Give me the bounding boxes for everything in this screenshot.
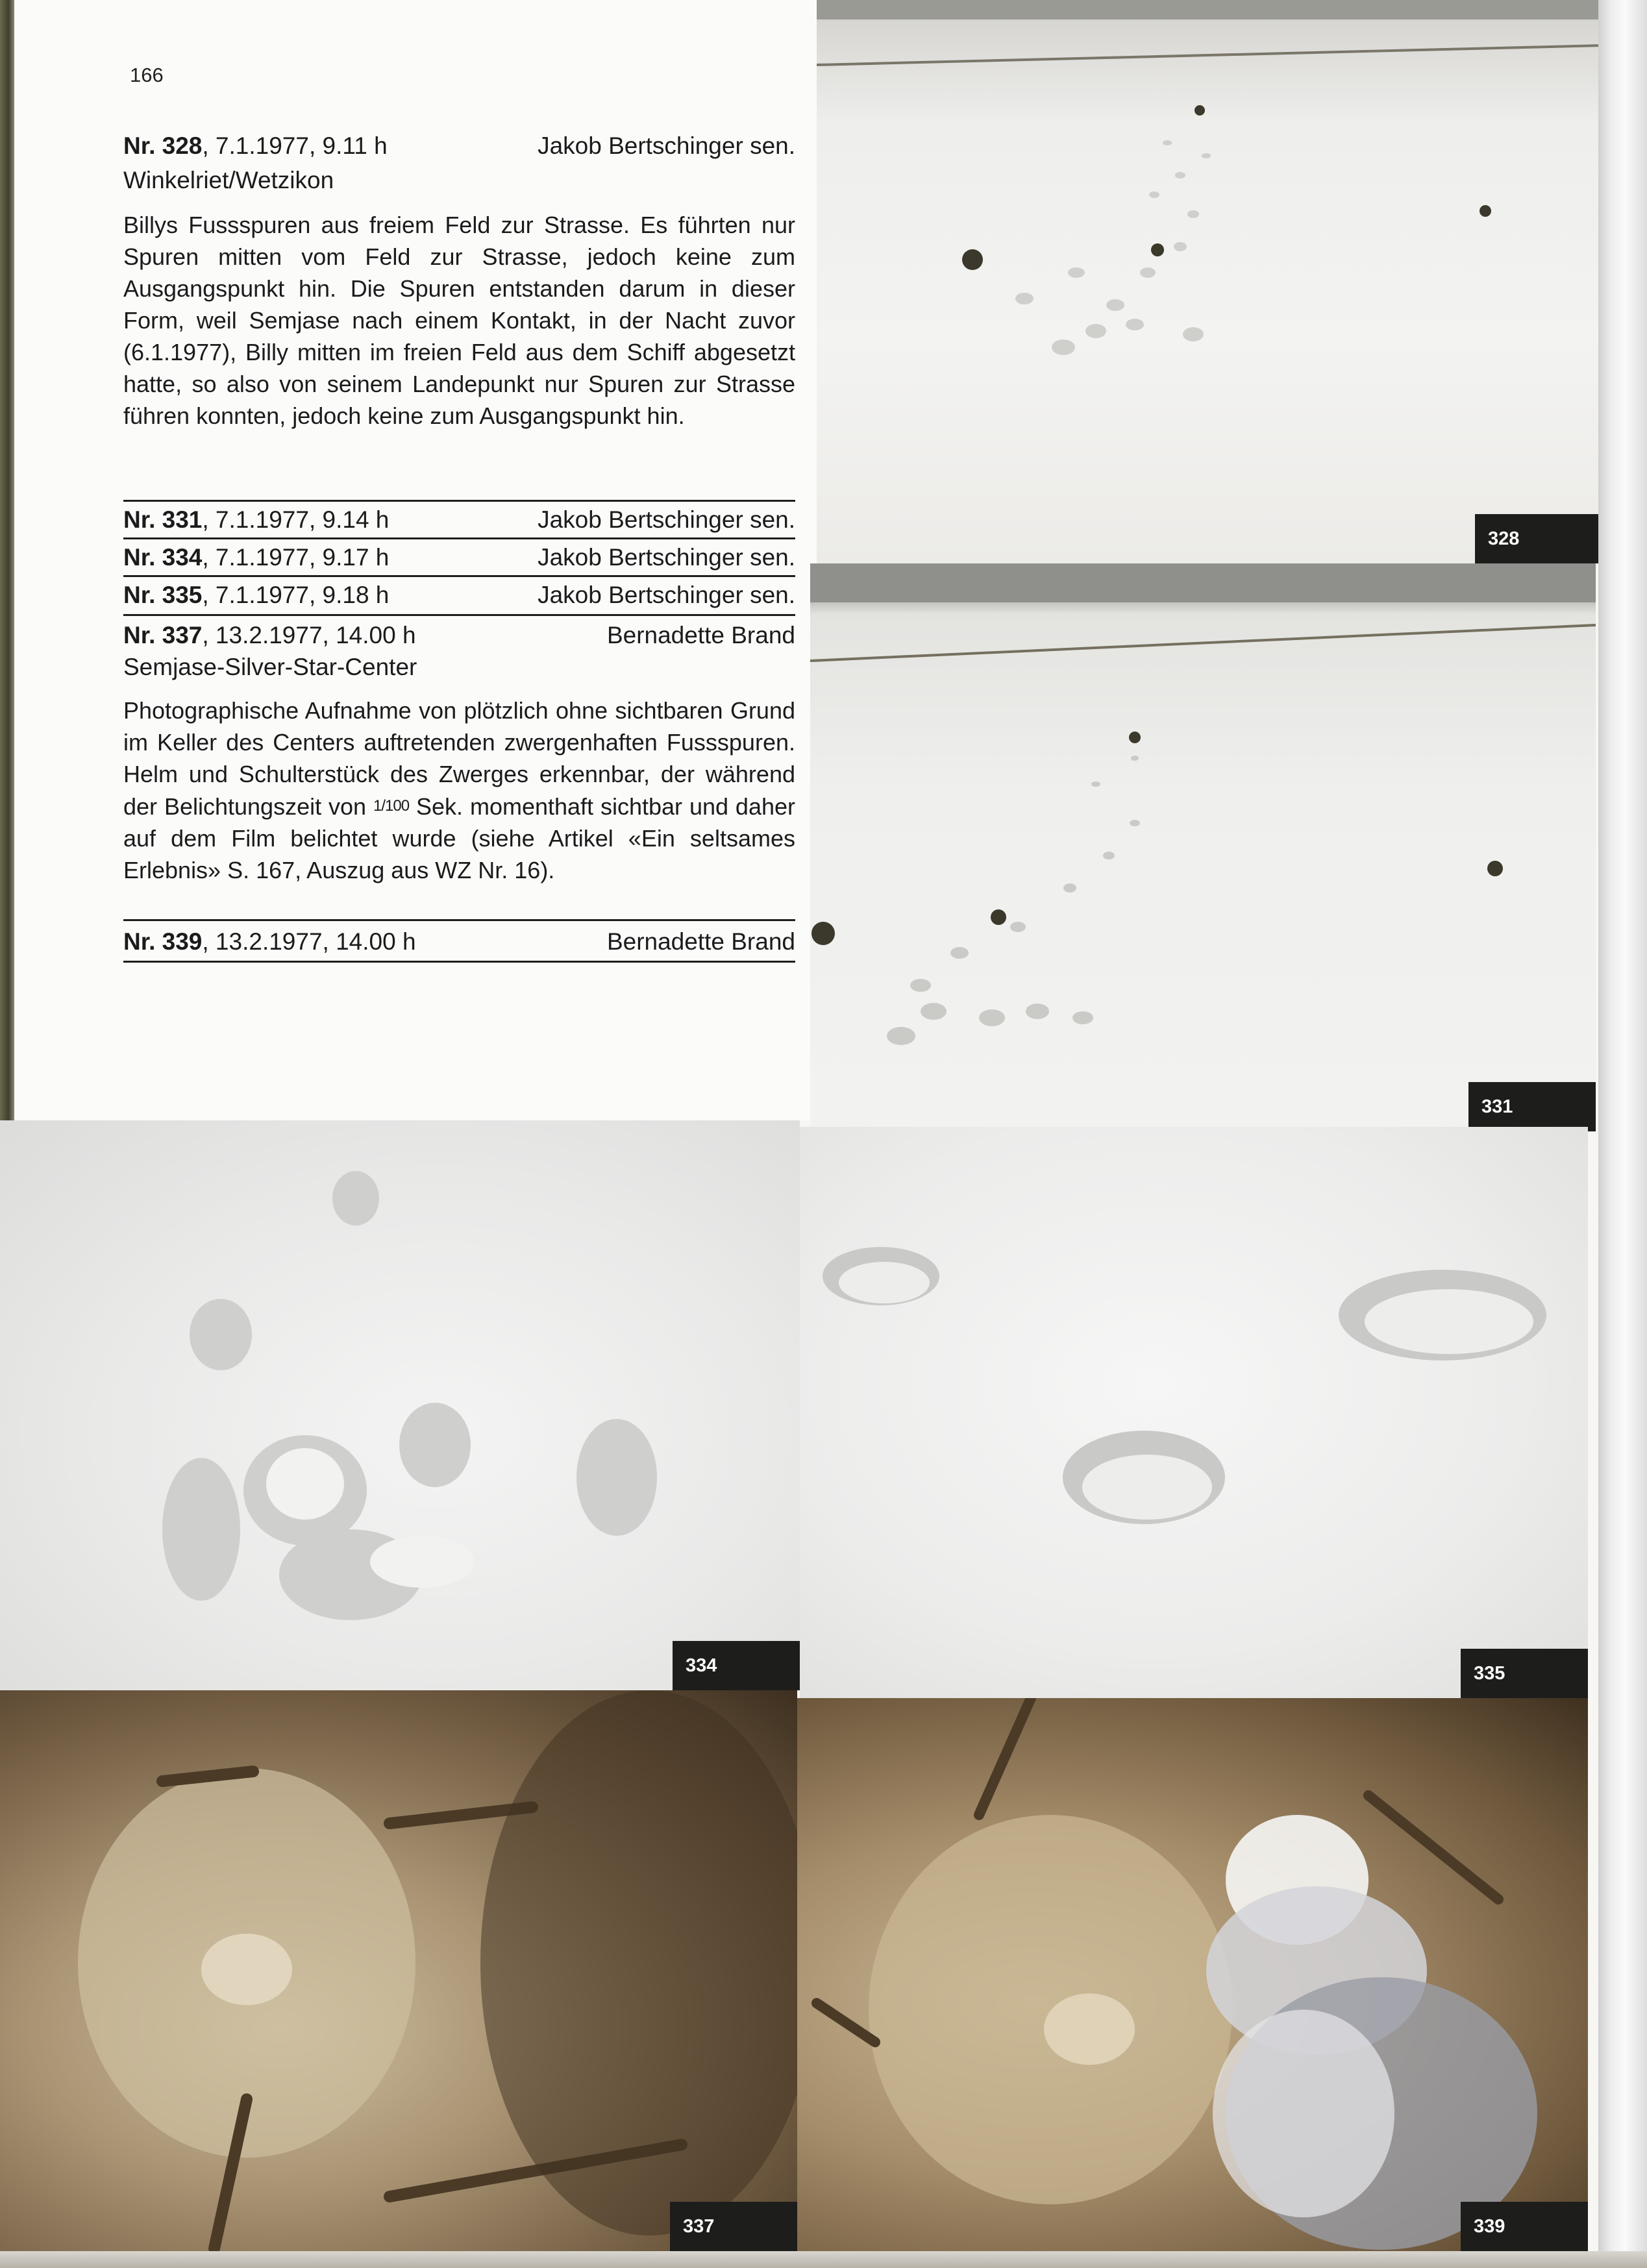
entry-header-337	[123, 621, 795, 650]
rule-divider	[123, 500, 795, 502]
page-number: 166	[130, 64, 164, 86]
rule-divider	[123, 537, 795, 539]
scan-edge-bottom	[0, 2251, 1647, 2268]
rule-divider	[123, 961, 795, 963]
entry-location: Winkelriet/Wetzikon	[123, 167, 334, 193]
exposure-fraction: 1/100	[373, 797, 410, 815]
photo-number-tag: 328	[1475, 514, 1602, 563]
photo-335	[800, 1127, 1588, 1698]
entry-number: Nr. 334	[123, 544, 203, 571]
photo-number-tag: 334	[673, 1641, 800, 1690]
description-text: Photographische Aufnahme von plötzlich ohne sichtbaren Grund im Keller des Centers auftretenden zwergenhaften Fussspuren. Helm und Schulterstück des Zwerges erkennbar, der während der Belichtungszeit von	[123, 697, 795, 820]
entry-date: , 7.1.1977, 9.11 h	[202, 132, 388, 159]
photo-number-tag: 339	[1461, 2202, 1588, 2251]
entry-number: Nr. 335	[123, 582, 203, 608]
entry-header-331	[123, 505, 795, 535]
entry-description-328: Billys Fussspuren aus freiem Feld zur Strasse. Es führten nur Spuren mitten vom Feld zur Strasse, jedoch keine zum Ausgangspunkt hin. Die Spuren entstanden darum in dieser Form, weil Semjase nach einem Kontakt, in der Nacht zuvor (6.1.1977), Billy mitten im freien Feld aus dem Schiff abgesetzt hatte, so also von seinem Landepunkt nur Spuren zur Strasse führen konnten, jedoch keine zum Ausgangspunkt hin.	[123, 212, 795, 429]
photo-339	[797, 1698, 1588, 2251]
entry-header-328	[123, 131, 795, 161]
rule-divider	[123, 919, 795, 921]
photo-328	[817, 0, 1602, 563]
photographer: Jakob Bertschinger sen.	[538, 582, 795, 608]
photo-number-tag: 337	[670, 2202, 797, 2251]
entry-date: , 7.1.1977, 9.17 h	[202, 544, 390, 571]
entry-date: , 13.2.1977, 14.00 h	[202, 928, 416, 955]
photo-334-image	[0, 1120, 800, 1690]
photo-334	[0, 1120, 800, 1690]
photographer: Bernadette Brand	[606, 928, 795, 955]
scan-edge-right	[1598, 0, 1647, 2268]
rule-divider	[123, 614, 795, 616]
photo-number-tag: 335	[1461, 1649, 1588, 1698]
photo-337-image	[0, 1690, 797, 2251]
photographer: Bernadette Brand	[606, 622, 795, 648]
photo-339-image	[797, 1698, 1588, 2251]
rule-divider	[123, 575, 795, 577]
photo-335-image	[800, 1127, 1588, 1698]
entry-header-334	[123, 543, 795, 573]
entry-header-339	[123, 927, 795, 957]
photographer: Jakob Bertschinger sen.	[538, 132, 795, 159]
photo-331-image	[810, 563, 1596, 1131]
photo-337	[0, 1690, 797, 2251]
entry-location: Semjase-Silver-Star-Center	[123, 654, 417, 680]
entry-date: , 7.1.1977, 9.14 h	[202, 506, 390, 533]
entry-number: Nr. 339	[123, 928, 203, 955]
photographer: Jakob Bertschinger sen.	[538, 506, 795, 533]
entry-header-335	[123, 580, 795, 610]
entry-number: Nr. 337	[123, 622, 203, 648]
entry-description-337	[123, 695, 795, 918]
photo-331	[810, 563, 1596, 1131]
entry-date: , 7.1.1977, 9.18 h	[202, 582, 390, 608]
description-text: Sek. momenthaft sichtbar und daher auf dem Film belichtet wurde (siehe Artikel «Ein seltsames Erlebnis» S. 167, Auszug aus WZ Nr. 16).	[123, 793, 796, 883]
entry-date: , 13.2.1977, 14.00 h	[202, 622, 416, 648]
photo-number-tag: 331	[1468, 1082, 1596, 1131]
entry-number: Nr. 331	[123, 506, 203, 533]
photo-328-image	[817, 0, 1602, 563]
photographer: Jakob Bertschinger sen.	[538, 544, 795, 571]
entry-number: Nr. 328	[123, 132, 203, 159]
